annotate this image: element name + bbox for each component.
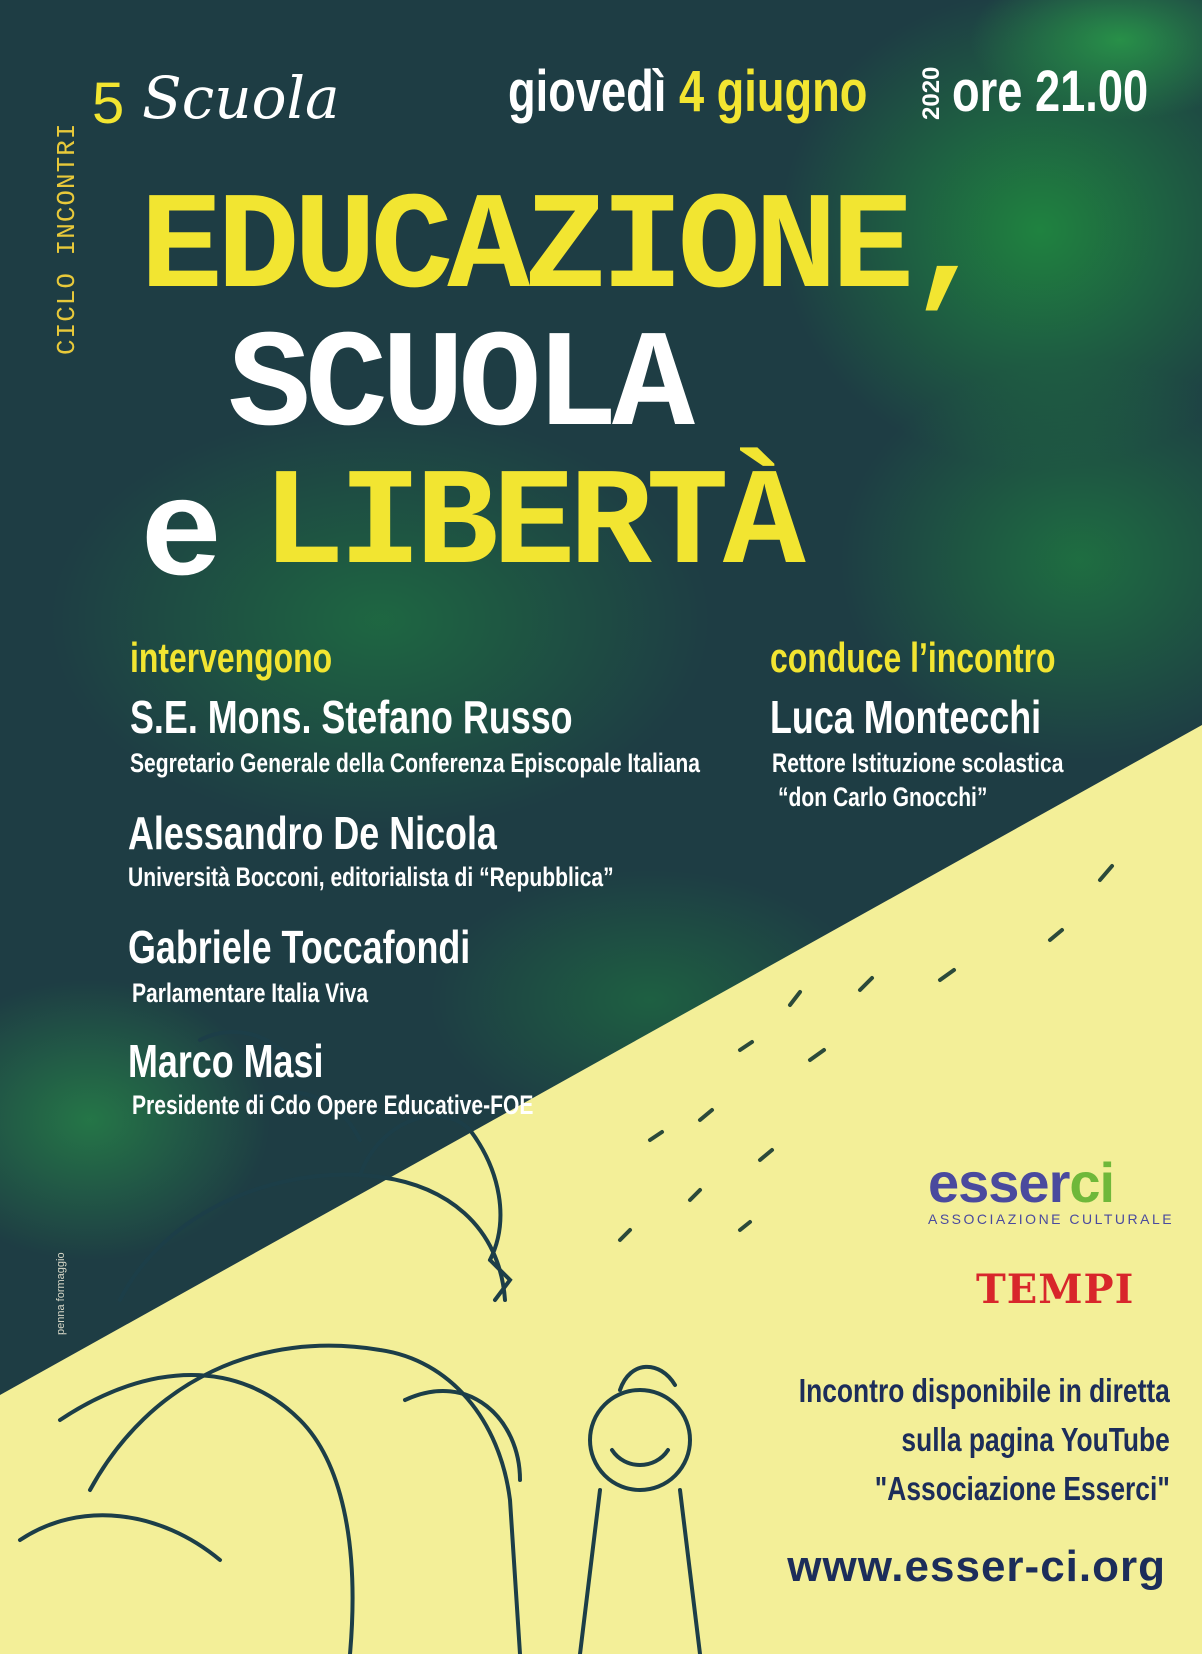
esserci-logo [928, 1150, 1174, 1227]
cycle-name: Scuola [142, 64, 340, 132]
tempi-logo: TEMPI [976, 1266, 1135, 1313]
title-line-3: LIBERTÀ [262, 448, 800, 604]
event-time: ore 21.00 [952, 59, 1149, 124]
cycle-label: CICLO INCONTRI [52, 122, 82, 355]
event-weekday: giovedì [508, 59, 667, 124]
speaker-name: Gabriele Toccafondi [128, 921, 471, 973]
speaker-role: Presidente di Cdo Opere Educative-FOE [132, 1090, 534, 1120]
esserci-logo-subtitle: ASSOCIAZIONE CULTURALE [928, 1211, 1175, 1227]
cycle-number: 5 [92, 71, 125, 136]
title-conjunction: e [140, 460, 223, 616]
speakers-heading: intervengono [130, 634, 333, 681]
artist-credit: penna formaggio [55, 1252, 67, 1335]
event-day-month: 4 giugno [678, 59, 868, 124]
moderator-role: Rettore Istituzione scolastica [772, 748, 1064, 778]
speaker-name: Marco Masi [128, 1035, 324, 1087]
esserci-logo-word: esser [928, 1151, 1070, 1214]
speaker-role: Università Bocconi, editorialista di “Repubblica” [128, 862, 614, 892]
website-link[interactable]: www.esser-ci.org [787, 1542, 1166, 1591]
speaker-role: Segretario Generale della Conferenza Episcopale Italiana [130, 748, 701, 778]
streaming-line: sulla pagina YouTube [901, 1421, 1170, 1458]
event-year: 2020 [918, 66, 945, 120]
speaker-name: Alessandro De Nicola [128, 807, 497, 859]
esserci-logo-ci: ci [1069, 1151, 1115, 1214]
moderator-heading: conduce l’incontro [770, 634, 1056, 681]
speaker-role: Parlamentare Italia Viva [132, 978, 369, 1008]
title-line-1: EDUCAZIONE, [140, 172, 985, 328]
event-date [508, 58, 867, 125]
moderator-role: “don Carlo Gnocchi” [778, 782, 988, 812]
streaming-line: "Associazione Esserci" [874, 1470, 1170, 1507]
moderator-name: Luca Montecchi [770, 691, 1042, 743]
streaming-line: Incontro disponibile in diretta [798, 1372, 1170, 1409]
title-line-2: SCUOLA [228, 310, 689, 466]
speaker-name: S.E. Mons. Stefano Russo [130, 691, 573, 743]
streaming-info [706, 1366, 1170, 1513]
